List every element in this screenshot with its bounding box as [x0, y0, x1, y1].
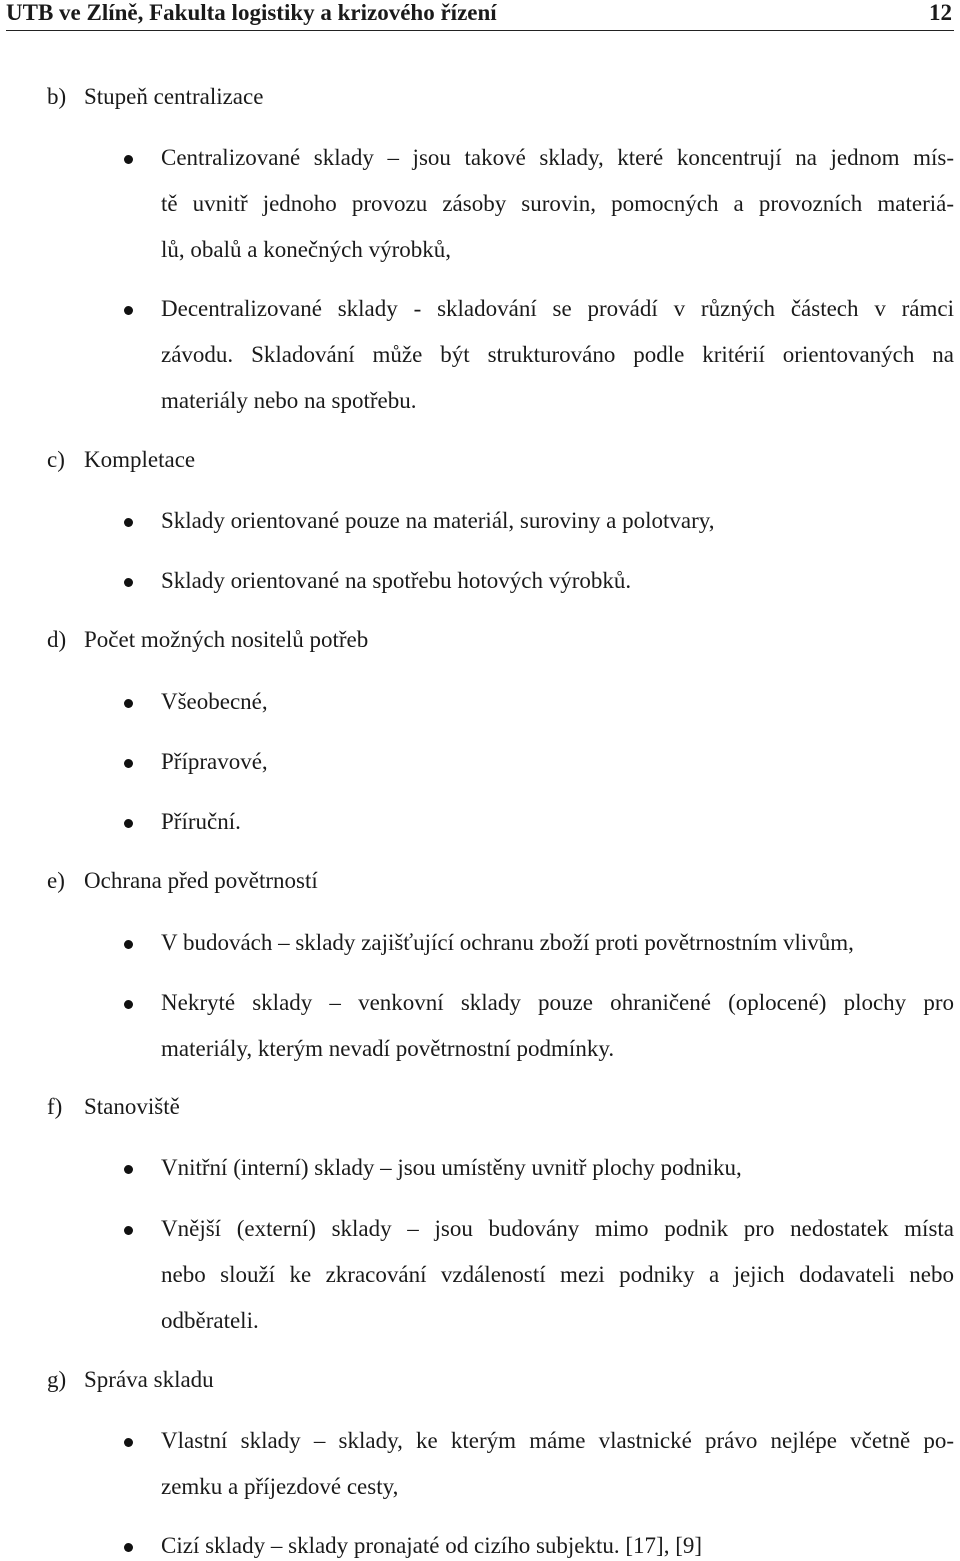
bullet-icon	[124, 819, 133, 828]
bullet-icon	[124, 1543, 133, 1552]
bullet-icon	[124, 1165, 133, 1174]
bullet-icon	[124, 759, 133, 768]
text-line: Cizí sklady – sklady pronajaté od cizího subjektu. [17], [9]	[161, 1533, 703, 1558]
text-line: Sklady orientované na spotřebu hotových výrobků.	[161, 568, 632, 593]
text-line: odběrateli.	[161, 1308, 259, 1333]
text-line: Přípravové,	[161, 749, 268, 774]
text-line: tě uvnitř jednoho provozu zásoby surovin, pomocných a provozních materiá-	[161, 191, 954, 216]
section-title: Stupeň centralizace	[84, 84, 264, 109]
bullet-icon	[124, 699, 133, 708]
text-line: materiály, kterým nevadí povětrnostní podmínky.	[161, 1036, 615, 1061]
text-line: Nekryté sklady – venkovní sklady pouze ohraničené (oplocené) plochy pro	[161, 990, 954, 1015]
section-marker: e)	[47, 868, 65, 893]
bullet-icon	[124, 155, 133, 164]
bullet-icon	[124, 940, 133, 949]
text-line: závodu. Skladování může být strukturováno podle kritérií orientovaných na	[161, 342, 954, 367]
section-marker: d)	[47, 627, 67, 652]
text-line: Decentralizované sklady - skladování se provádí v různých částech v rámci	[161, 296, 954, 321]
text-line: Sklady orientované pouze na materiál, suroviny a polotvary,	[161, 508, 715, 533]
bullet-icon	[124, 518, 133, 527]
text-line: Vlastní sklady – sklady, ke kterým máme vlastnické právo nejlépe včetně po-	[161, 1428, 954, 1453]
text-line: Vnitřní (interní) sklady – jsou umístěny uvnitř plochy podniku,	[161, 1155, 742, 1180]
section-marker: b)	[47, 84, 67, 109]
section-title: Stanoviště	[84, 1094, 180, 1119]
text-line: zemku a příjezdové cesty,	[161, 1474, 399, 1499]
section-title: Kompletace	[84, 447, 196, 472]
text-line: materiály nebo na spotřebu.	[161, 388, 417, 413]
section-title: Ochrana před povětrností	[84, 868, 318, 893]
header-title: UTB ve Zlíně, Fakulta logistiky a krizového řízení	[6, 0, 497, 25]
text-line: nebo slouží ke zkracování vzdáleností mezi podniky a jejich dodavateli nebo	[161, 1262, 954, 1287]
bullet-icon	[124, 306, 133, 315]
page-header	[6, 0, 954, 31]
section-marker: c)	[47, 447, 65, 472]
text-line: V budovách – sklady zajišťující ochranu zboží proti povětrnostním vlivům,	[161, 930, 854, 955]
text-line: Všeobecné,	[161, 689, 268, 714]
bullet-icon	[124, 1438, 133, 1447]
section-title: Správa skladu	[84, 1367, 214, 1392]
section-title: Počet možných nositelů potřeb	[84, 627, 369, 652]
section-marker: f)	[47, 1094, 63, 1119]
text-line: lů, obalů a konečných výrobků,	[161, 237, 451, 262]
bullet-icon	[124, 1000, 133, 1009]
text-line: Vnější (externí) sklady – jsou budovány mimo podnik pro nedostatek místa	[161, 1216, 954, 1241]
page-number: 12	[929, 0, 952, 25]
bullet-icon	[124, 1226, 133, 1235]
text-line: Centralizované sklady – jsou takové sklady, které koncentrují na jednom mís-	[161, 145, 954, 170]
section-marker: g)	[47, 1367, 67, 1392]
text-line: Příruční.	[161, 809, 241, 834]
bullet-icon	[124, 578, 133, 587]
